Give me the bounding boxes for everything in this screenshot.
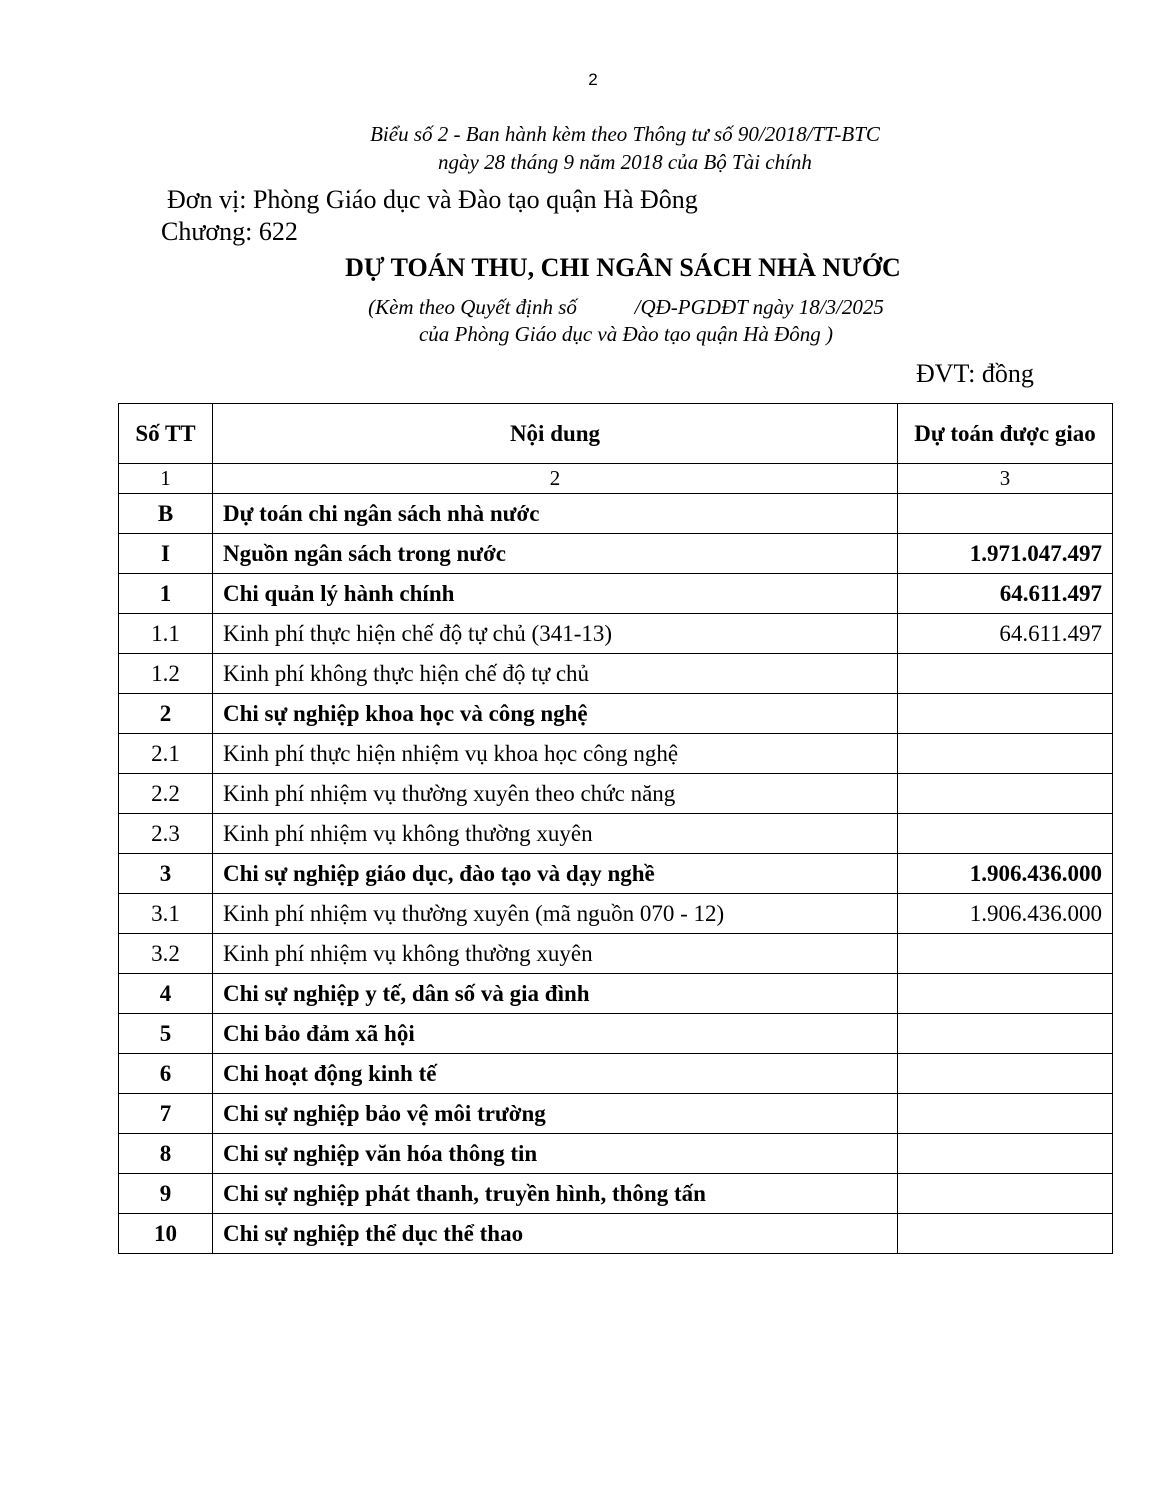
row-content: Kinh phí nhiệm vụ không thường xuyên (213, 934, 898, 974)
row-amount (898, 974, 1113, 1014)
table-row (119, 1214, 1113, 1254)
row-stt: 2 (119, 694, 213, 734)
table-row (119, 974, 1113, 1014)
row-content: Nguồn ngân sách trong nước (213, 534, 898, 574)
row-content: Chi hoạt động kinh tế (213, 1054, 898, 1094)
table-row (119, 534, 1113, 574)
row-stt: 2.1 (119, 734, 213, 774)
subtitle-line-2: của Phòng Giáo dục và Đào tạo quận Hà Đông ) (418, 322, 834, 346)
row-amount (898, 734, 1113, 774)
row-stt: 10 (119, 1214, 213, 1254)
unit-name: Đơn vị: Phòng Giáo dục và Đào tạo quận Hà Đông (167, 185, 698, 214)
row-content: Kinh phí nhiệm vụ không thường xuyên (213, 814, 898, 854)
row-amount (898, 814, 1113, 854)
table-header-row (119, 404, 1113, 464)
row-amount: 64.611.497 (898, 614, 1113, 654)
row-content: Chi sự nghiệp khoa học và công nghệ (213, 694, 898, 734)
table-row (119, 814, 1113, 854)
row-amount (898, 1174, 1113, 1214)
table-row (119, 1174, 1113, 1214)
header-amount: Dự toán được giao (898, 404, 1113, 464)
table-row (119, 1014, 1113, 1054)
document-subtitle (0, 294, 1159, 348)
row-amount (898, 1134, 1113, 1174)
row-amount: 1.971.047.497 (898, 534, 1113, 574)
row-content: Chi sự nghiệp thể dục thể thao (213, 1214, 898, 1254)
row-content: Chi sự nghiệp văn hóa thông tin (213, 1134, 898, 1174)
row-stt: B (119, 494, 213, 534)
column-number: 1 (119, 464, 213, 494)
row-stt: 4 (119, 974, 213, 1014)
row-amount: 1.906.436.000 (898, 894, 1113, 934)
row-amount (898, 494, 1113, 534)
row-content: Chi quản lý hành chính (213, 574, 898, 614)
row-amount: 1.906.436.000 (898, 854, 1113, 894)
row-amount (898, 1094, 1113, 1134)
row-amount (898, 934, 1113, 974)
table-row (119, 774, 1113, 814)
budget-table (118, 403, 1113, 1254)
row-content: Kinh phí không thực hiện chế độ tự chủ (213, 654, 898, 694)
budget-table-body (119, 494, 1113, 1254)
column-number-row (119, 464, 1113, 494)
table-row (119, 1094, 1113, 1134)
row-content: Chi sự nghiệp giáo dục, đào tạo và dạy nghề (213, 854, 898, 894)
form-note-line-1: Biểu số 2 - Ban hành kèm theo Thông tư số 90/2018/TT-BTC (370, 122, 880, 146)
row-stt: 5 (119, 1014, 213, 1054)
table-row (119, 854, 1113, 894)
currency-unit: ĐVT: đồng (916, 359, 1034, 388)
row-stt: 3.2 (119, 934, 213, 974)
chapter-code: Chương: 622 (161, 217, 298, 246)
table-row (119, 894, 1113, 934)
row-stt: 8 (119, 1134, 213, 1174)
row-stt: 1.2 (119, 654, 213, 694)
header-content: Nội dung (213, 404, 898, 464)
row-amount (898, 1214, 1113, 1254)
row-content: Kinh phí nhiệm vụ thường xuyên theo chức năng (213, 774, 898, 814)
row-content: Kinh phí thực hiện chế độ tự chủ (341-13) (213, 614, 898, 654)
table-row (119, 734, 1113, 774)
row-amount (898, 694, 1113, 734)
table-row (119, 574, 1113, 614)
row-content: Kinh phí thực hiện nhiệm vụ khoa học công nghệ (213, 734, 898, 774)
row-stt: 6 (119, 1054, 213, 1094)
row-stt: 3.1 (119, 894, 213, 934)
header-stt: Số TT (119, 404, 213, 464)
row-stt: 1 (119, 574, 213, 614)
row-amount: 64.611.497 (898, 574, 1113, 614)
column-number: 2 (213, 464, 898, 494)
row-content: Chi sự nghiệp y tế, dân số và gia đình (213, 974, 898, 1014)
document-title: DỰ TOÁN THU, CHI NGÂN SÁCH NHÀ NƯỚC (345, 253, 901, 282)
row-amount (898, 1014, 1113, 1054)
row-content: Chi sự nghiệp phát thanh, truyền hình, thông tấn (213, 1174, 898, 1214)
column-number: 3 (898, 464, 1113, 494)
page-number: 2 (588, 70, 598, 89)
table-row (119, 1134, 1113, 1174)
row-content: Kinh phí nhiệm vụ thường xuyên (mã nguồn 070 - 12) (213, 894, 898, 934)
row-stt: I (119, 534, 213, 574)
row-amount (898, 774, 1113, 814)
row-stt: 3 (119, 854, 213, 894)
form-note (330, 120, 920, 176)
row-stt: 1.1 (119, 614, 213, 654)
row-stt: 2.3 (119, 814, 213, 854)
row-content: Chi sự nghiệp bảo vệ môi trường (213, 1094, 898, 1134)
table-row (119, 614, 1113, 654)
row-amount (898, 1054, 1113, 1094)
table-row (119, 694, 1113, 734)
form-note-line-2: ngày 28 tháng 9 năm 2018 của Bộ Tài chính (438, 150, 812, 174)
row-stt: 2.2 (119, 774, 213, 814)
row-content: Dự toán chi ngân sách nhà nước (213, 494, 898, 534)
table-row (119, 654, 1113, 694)
row-stt: 7 (119, 1094, 213, 1134)
table-row (119, 934, 1113, 974)
subtitle-line-1: (Kèm theo Quyết định số /QĐ-PGDĐT ngày 18/3/2025 (368, 295, 884, 319)
row-amount (898, 654, 1113, 694)
table-row (119, 494, 1113, 534)
row-stt: 9 (119, 1174, 213, 1214)
table-row (119, 1054, 1113, 1094)
row-content: Chi bảo đảm xã hội (213, 1014, 898, 1054)
